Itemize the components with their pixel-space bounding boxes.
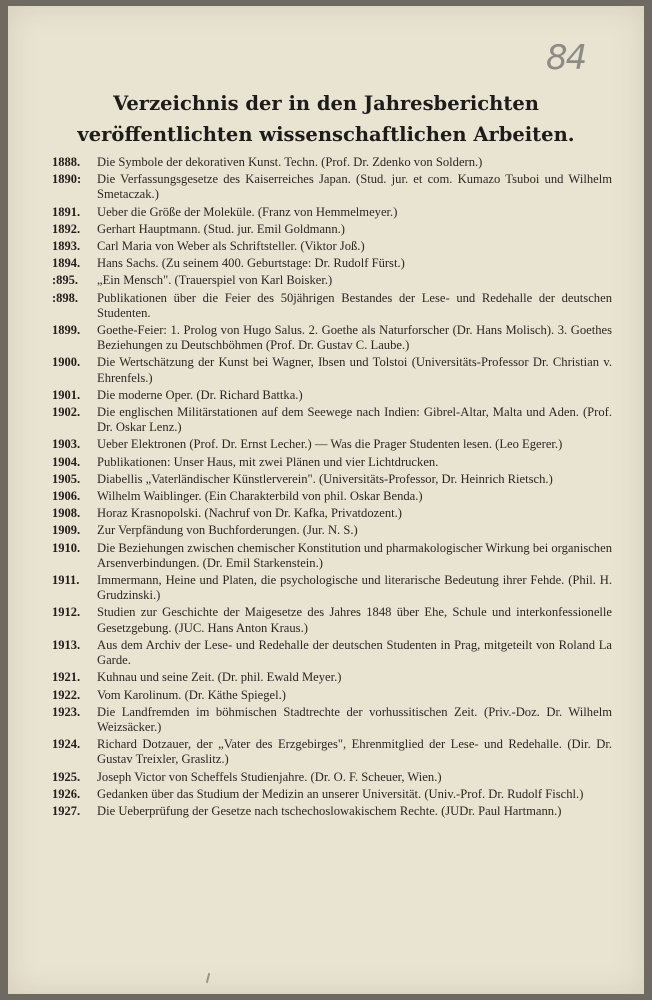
title-line-2: veröffentlichten wissenschaftlichen Arbeiten. xyxy=(77,123,575,146)
entry-text: Ueber die Größe der Moleküle. (Franz von Hemmelmeyer.) xyxy=(97,204,398,219)
list-item xyxy=(52,541,612,571)
entry-text: Gerhart Hauptmann. (Stud. jur. Emil Goldmann.) xyxy=(97,221,345,236)
list-item xyxy=(52,605,612,635)
entry-year: 1891. xyxy=(52,204,81,219)
entry-year: 1909. xyxy=(52,523,81,538)
entry-text: Die englischen Militärstationen auf dem Seewege nach Indien: Gibrel-Altar, Malta und Aden. (Prof. Dr. Oskar Lenz.) xyxy=(97,405,612,435)
entry-text: „Ein Mensch". (Trauerspiel von Karl Boisker.) xyxy=(97,273,333,288)
entry-year: 1901. xyxy=(52,387,81,402)
entry-year: 1908. xyxy=(52,506,81,521)
list-item xyxy=(52,437,612,452)
entry-year: 1924. xyxy=(52,737,81,752)
entry-year: 1927. xyxy=(52,803,81,818)
entry-text: Hans Sachs. (Zu seinem 400. Geburtstage: Dr. Rudolf Fürst.) xyxy=(97,256,405,271)
entry-text: Immermann, Heine und Platen, die psychologische und literarische Bedeutung ihrer Fehde. (Phil. H. Grudzinski.) xyxy=(97,573,612,603)
entry-year: 1904. xyxy=(52,454,81,469)
list-item xyxy=(52,155,612,170)
entry-year: 1922. xyxy=(52,687,81,702)
entry-year: 1900. xyxy=(52,355,81,370)
list-item xyxy=(52,523,612,538)
list-item xyxy=(52,705,612,735)
entry-year: 1903. xyxy=(52,437,81,452)
entry-text: Die Beziehungen zwischen chemischer Konstitution und pharmakologischer Wirkung bei organischen Arsenverbindungen. (Dr. Emil Starkenstein.) xyxy=(97,540,612,570)
entry-text: Aus dem Archiv der Lese- und Redehalle der deutschen Studenten in Prag, mitgeteilt von Roland La Garde. xyxy=(97,637,612,668)
entry-text: Carl Maria von Weber als Schriftsteller. (Viktor Joß.) xyxy=(97,239,365,254)
list-item xyxy=(52,323,612,353)
list-item xyxy=(52,670,612,685)
list-item xyxy=(52,405,612,435)
entry-year: 1911. xyxy=(52,573,80,588)
entry-text: Die Landfremden im böhmischen Stadtrechte der vorhussitischen Zeit. (Priv.-Doz. Dr. Wilhelm Weizsäcker.) xyxy=(97,704,612,734)
entry-text: Goethe-Feier: 1. Prolog von Hugo Salus. 2. Goethe als Naturforscher (Dr. Hans Molisch). 3. Goethes Beziehungen zu Deutschböhmen (Prof. Dr. Gustav C. Laube.) xyxy=(97,323,612,353)
list-item xyxy=(52,688,612,703)
entry-year: 1912. xyxy=(52,605,81,620)
list-item xyxy=(52,638,612,668)
entry-text: Diabellis „Vaterländischer Künstlerverein". (Universitäts-Professor, Dr. Heinrich Rietsch.) xyxy=(97,471,553,486)
entry-text: Publikationen über die Feier des 50jährigen Bestandes der Lese- und Redehalle der deutschen Studenten. xyxy=(97,290,612,320)
entry-text: Zur Verpfändung von Buchforderungen. (Jur. N. S.) xyxy=(97,523,358,538)
entry-year: 1923. xyxy=(52,704,81,719)
list-item xyxy=(52,455,612,470)
entry-year: 1905. xyxy=(52,471,81,486)
entry-text: Vom Karolinum. (Dr. Käthe Spiegel.) xyxy=(97,687,286,702)
entry-year: 1925. xyxy=(52,769,81,784)
list-item xyxy=(52,472,612,487)
entry-year: 1888. xyxy=(52,155,81,169)
title-line-1: Verzeichnis der in den Jahresberichten xyxy=(113,92,539,115)
entry-text: Gedanken über das Studium der Medizin an unserer Universität. (Univ.-Prof. Dr. Rudolf Fischl.) xyxy=(97,786,584,801)
list-item xyxy=(52,355,612,385)
list-item xyxy=(52,804,612,819)
list-item xyxy=(52,291,612,321)
entry-year: 1910. xyxy=(52,540,81,555)
entry-text: Die Symbole der dekorativen Kunst. Techn. (Prof. Dr. Zdenko von Soldern.) xyxy=(97,155,483,169)
list-item xyxy=(52,256,612,271)
entry-year: :895. xyxy=(52,273,79,288)
entry-year: 1890: xyxy=(52,172,82,187)
list-item xyxy=(52,573,612,603)
entry-year: 1906. xyxy=(52,489,81,504)
entry-text: Die moderne Oper. (Dr. Richard Battka.) xyxy=(97,387,303,402)
page-title xyxy=(8,88,644,150)
entry-year: 1913. xyxy=(52,637,81,652)
entry-year: 1893. xyxy=(52,239,81,254)
entry-text: Richard Dotzauer, der „Vater des Erzgebirges", Ehrenmitglied der Lese- und Redehalle. (Dir. Dr. Gustav Treixler, Graslitz.) xyxy=(97,737,612,767)
entry-text: Die Ueberprüfung der Gesetze nach tschechoslowakischem Rechte. (JUDr. Paul Hartmann.) xyxy=(97,803,562,818)
entry-text: Ueber Elektronen (Prof. Dr. Ernst Lecher.) — Was die Prager Studenten lesen. (Leo Egerer.) xyxy=(97,437,563,452)
list-item xyxy=(52,273,612,288)
list-item xyxy=(52,239,612,254)
list-item xyxy=(52,388,612,403)
entry-year: 1899. xyxy=(52,323,81,338)
entry-text: Studien zur Geschichte der Maigesetze des Jahres 1848 über Ehe, Schule und interkonfessionelle Gesetzgebung. (JUC. Hans Anton Kraus.) xyxy=(97,605,612,635)
entry-year: 1892. xyxy=(52,221,81,236)
list-item xyxy=(52,787,612,802)
entry-year: :898. xyxy=(52,290,79,305)
publication-list xyxy=(52,155,612,821)
list-item xyxy=(52,205,612,220)
list-item xyxy=(52,222,612,237)
list-item xyxy=(52,737,612,767)
entry-year: 1921. xyxy=(52,670,81,685)
paper-mark xyxy=(206,973,210,983)
entry-year: 1926. xyxy=(52,786,81,801)
entry-text: Kuhnau und seine Zeit. (Dr. phil. Ewald Meyer.) xyxy=(97,670,342,685)
handwritten-page-number: 84 xyxy=(546,38,586,78)
document-page xyxy=(8,6,644,994)
entry-text: Publikationen: Unser Haus, mit zwei Plänen und vier Lichtdrucken. xyxy=(97,454,439,469)
entry-text: Die Verfassungsgesetze des Kaiserreiches Japan. (Stud. jur. et com. Kumazo Tsuboi und Wilhelm Smetaczak.) xyxy=(97,172,612,202)
list-item xyxy=(52,489,612,504)
entry-text: Wilhelm Waiblinger. (Ein Charakterbild von phil. Oskar Benda.) xyxy=(97,489,423,504)
entry-text: Die Wertschätzung der Kunst bei Wagner, Ibsen und Tolstoi (Universitäts-Professor Dr. Christian v. Ehrenfels.) xyxy=(97,355,612,385)
list-item xyxy=(52,172,612,202)
entry-year: 1894. xyxy=(52,256,81,271)
entry-text: Horaz Krasnopolski. (Nachruf von Dr. Kafka, Privatdozent.) xyxy=(97,506,402,521)
list-item xyxy=(52,770,612,785)
entry-text: Joseph Victor von Scheffels Studienjahre. (Dr. O. F. Scheuer, Wien.) xyxy=(97,769,442,784)
entry-year: 1902. xyxy=(52,405,81,420)
list-item xyxy=(52,506,612,521)
